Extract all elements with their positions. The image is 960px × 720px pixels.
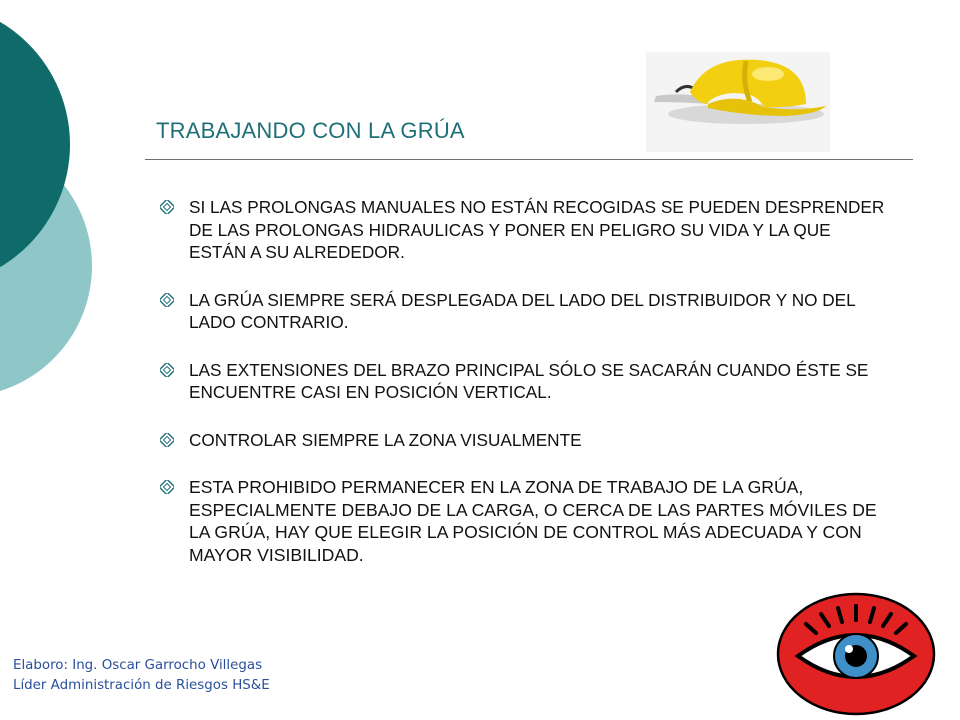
bullet-text: CONTROLAR SIEMPRE LA ZONA VISUALMENTE [189, 429, 582, 450]
slide-title: TRABAJANDO CON LA GRÚA [156, 118, 465, 143]
list-item [160, 359, 890, 404]
safety-helmet-icon [646, 52, 830, 152]
bullet-marker-icon [160, 480, 174, 494]
footer-author: Elaboro: Ing. Oscar Garrocho Villegas [13, 658, 263, 673]
bullet-marker-icon [160, 433, 174, 447]
bullet-marker-icon [160, 293, 174, 307]
bullet-list [160, 196, 890, 591]
bullet-marker-icon [160, 363, 174, 377]
list-item [160, 289, 890, 334]
footer-role: Líder Administración de Riesgos HS&E [13, 678, 270, 693]
bullet-marker-icon [160, 200, 174, 214]
title-divider [145, 159, 913, 160]
bullet-text: LAS EXTENSIONES DEL BRAZO PRINCIPAL SÓLO SE SACARÁN CUANDO ÉSTE SE ENCUENTRE CASI EN POSICIÓN VERTICAL. [189, 359, 869, 402]
bullet-text: SI LAS PROLONGAS MANUALES NO ESTÁN RECOGIDAS SE PUEDEN DESPRENDER DE LAS PROLONGAS HIDRAULICAS Y PONER EN PELIGRO SU VIDA Y LA QUE ESTÁN A SU ALREDEDOR. [189, 197, 885, 262]
bullet-text: LA GRÚA SIEMPRE SERÁ DESPLEGADA DEL LADO DEL DISTRIBUIDOR Y NO DEL LADO CONTRARIO. [189, 289, 856, 332]
list-item [160, 196, 890, 264]
list-item [160, 476, 890, 566]
bullet-text: ESTA PROHIBIDO PERMANECER EN LA ZONA DE TRABAJO DE LA GRÚA, ESPECIALMENTE DEBAJO DE LA CARGA, O CERCA DE LAS PARTES MÓVILES DE LA GRÚA, HAY QUE ELEGIR LA POSICIÓN DE CONTROL MÁS ADECUADA Y CON MAYOR VISIBILIDAD. [189, 477, 877, 565]
footer-credits [13, 656, 270, 696]
eye-warning-icon [776, 592, 936, 716]
list-item [160, 429, 890, 452]
